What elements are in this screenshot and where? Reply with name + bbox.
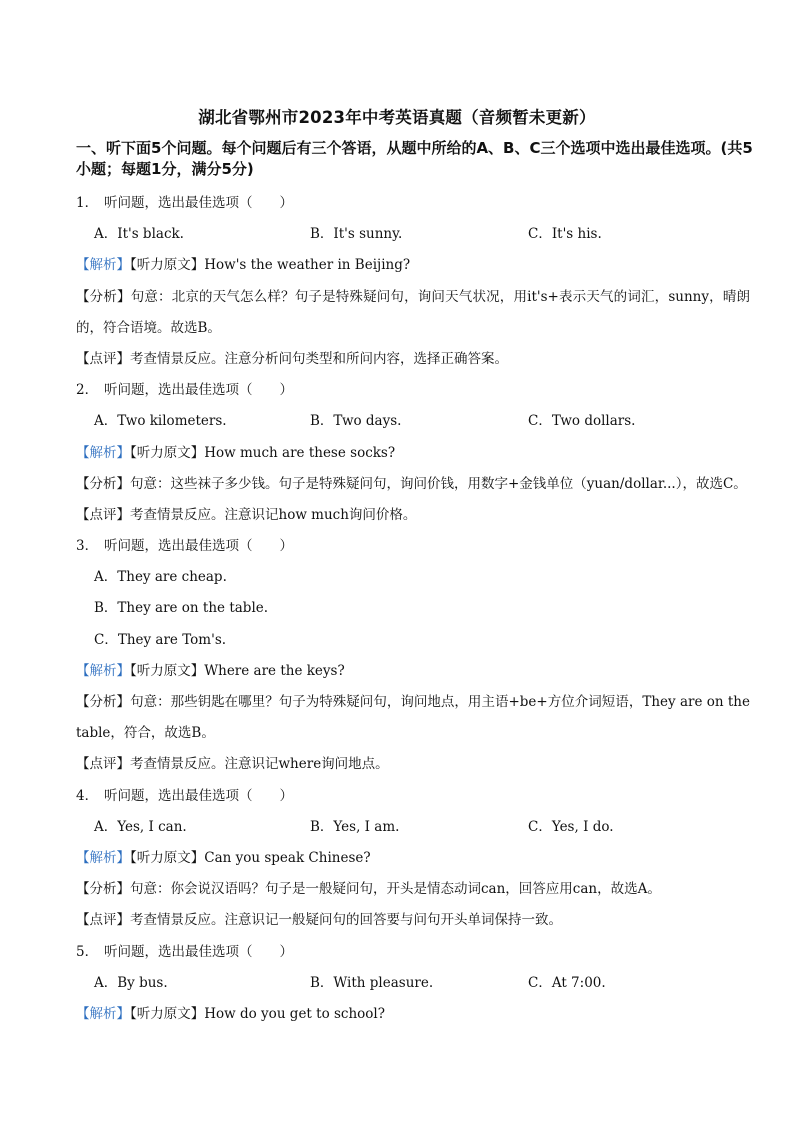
option-c: C．Two dollars. <box>528 413 636 430</box>
options-row <box>76 968 750 999</box>
comment: 【点评】考查情景反应。注意识记where询问地点。 <box>76 756 389 773</box>
question-stem: 1． 听问题，选出最佳选项（ ） <box>76 195 293 211</box>
options-row <box>76 406 750 437</box>
analysis: 【分析】句意：这些袜子多少钱。句子是特殊疑问句，询问价钱，用数字+金钱单位（yuan/dollar...），故选C。 <box>76 475 747 492</box>
section-heading: 一、听下面5个问题。每个问题后有三个答语，从题中所给的A、B、C三个选项中选出最佳选项。(共5小题；每题1分，满分5分) <box>76 139 753 178</box>
comment: 【点评】考查情景反应。注意识记一般疑问句的回答要与问句开头单词保持一致。 <box>76 912 562 929</box>
comment: 【点评】考查情景反应。注意识记how much询问价格。 <box>76 506 417 523</box>
question-stem: 3． 听问题，选出最佳选项（ ） <box>76 538 293 555</box>
listening-script: 【解析】【听力原文】Where are the keys? <box>76 662 345 679</box>
option-a: A．By bus. <box>94 974 168 991</box>
listening-script: 【解析】【听力原文】How's the weather in Beijing? <box>76 257 411 274</box>
option-b: B．Yes, I am. <box>310 818 400 835</box>
question-stem: 4． 听问题，选出最佳选项（ ） <box>76 787 293 804</box>
analysis: 【分析】句意：北京的天气怎么样？句子是特殊疑问句，询问天气状况，用it's+表示天气的词汇，sunny，晴朗的，符合语境。故选B。 <box>76 288 750 336</box>
question-stem: 5． 听问题，选出最佳选项（ ） <box>76 943 293 960</box>
question-list <box>76 188 750 1030</box>
option-c: C．Yes, I do. <box>528 818 614 835</box>
analysis: 【分析】句意：你会说汉语吗？句子是一般疑问句，开头是情态动词can，回答应用can，故选A。 <box>76 881 661 898</box>
options-row <box>76 219 750 250</box>
option-c: C．At 7:00. <box>528 974 606 991</box>
option-a: A．Two kilometers. <box>94 413 227 430</box>
option-b: B．With pleasure. <box>310 974 434 991</box>
analysis: 【分析】句意：那些钥匙在哪里？句子为特殊疑问句，询问地点，用主语+be+方位介词短语，They are on the table，符合，故选B。 <box>76 694 750 742</box>
option-b: B．Two days. <box>310 413 402 430</box>
option-b: B．It's sunny. <box>310 226 403 243</box>
listening-script: 【解析】【听力原文】How much are these socks? <box>76 444 396 461</box>
question-stem: 2． 听问题，选出最佳选项（ ） <box>76 382 293 399</box>
listening-script: 【解析】【听力原文】Can you speak Chinese? <box>76 850 371 867</box>
listening-script: 【解析】【听力原文】How do you get to school? <box>76 1005 385 1022</box>
page-title: 湖北省鄂州市2023年中考英语真题（音频暂未更新） <box>198 108 596 127</box>
options-row <box>76 812 750 843</box>
option-a: A．Yes, I can. <box>94 818 187 835</box>
option-c: C．It's his. <box>528 226 602 243</box>
option-c: C．They are Tom's. <box>94 631 227 648</box>
option-a: A．They are cheap. <box>94 569 227 586</box>
option-b: B．They are on the table. <box>94 600 269 617</box>
option-a: A．It's black. <box>94 226 184 243</box>
comment: 【点评】考查情景反应。注意分析问句类型和所问内容，选择正确答案。 <box>76 350 508 367</box>
